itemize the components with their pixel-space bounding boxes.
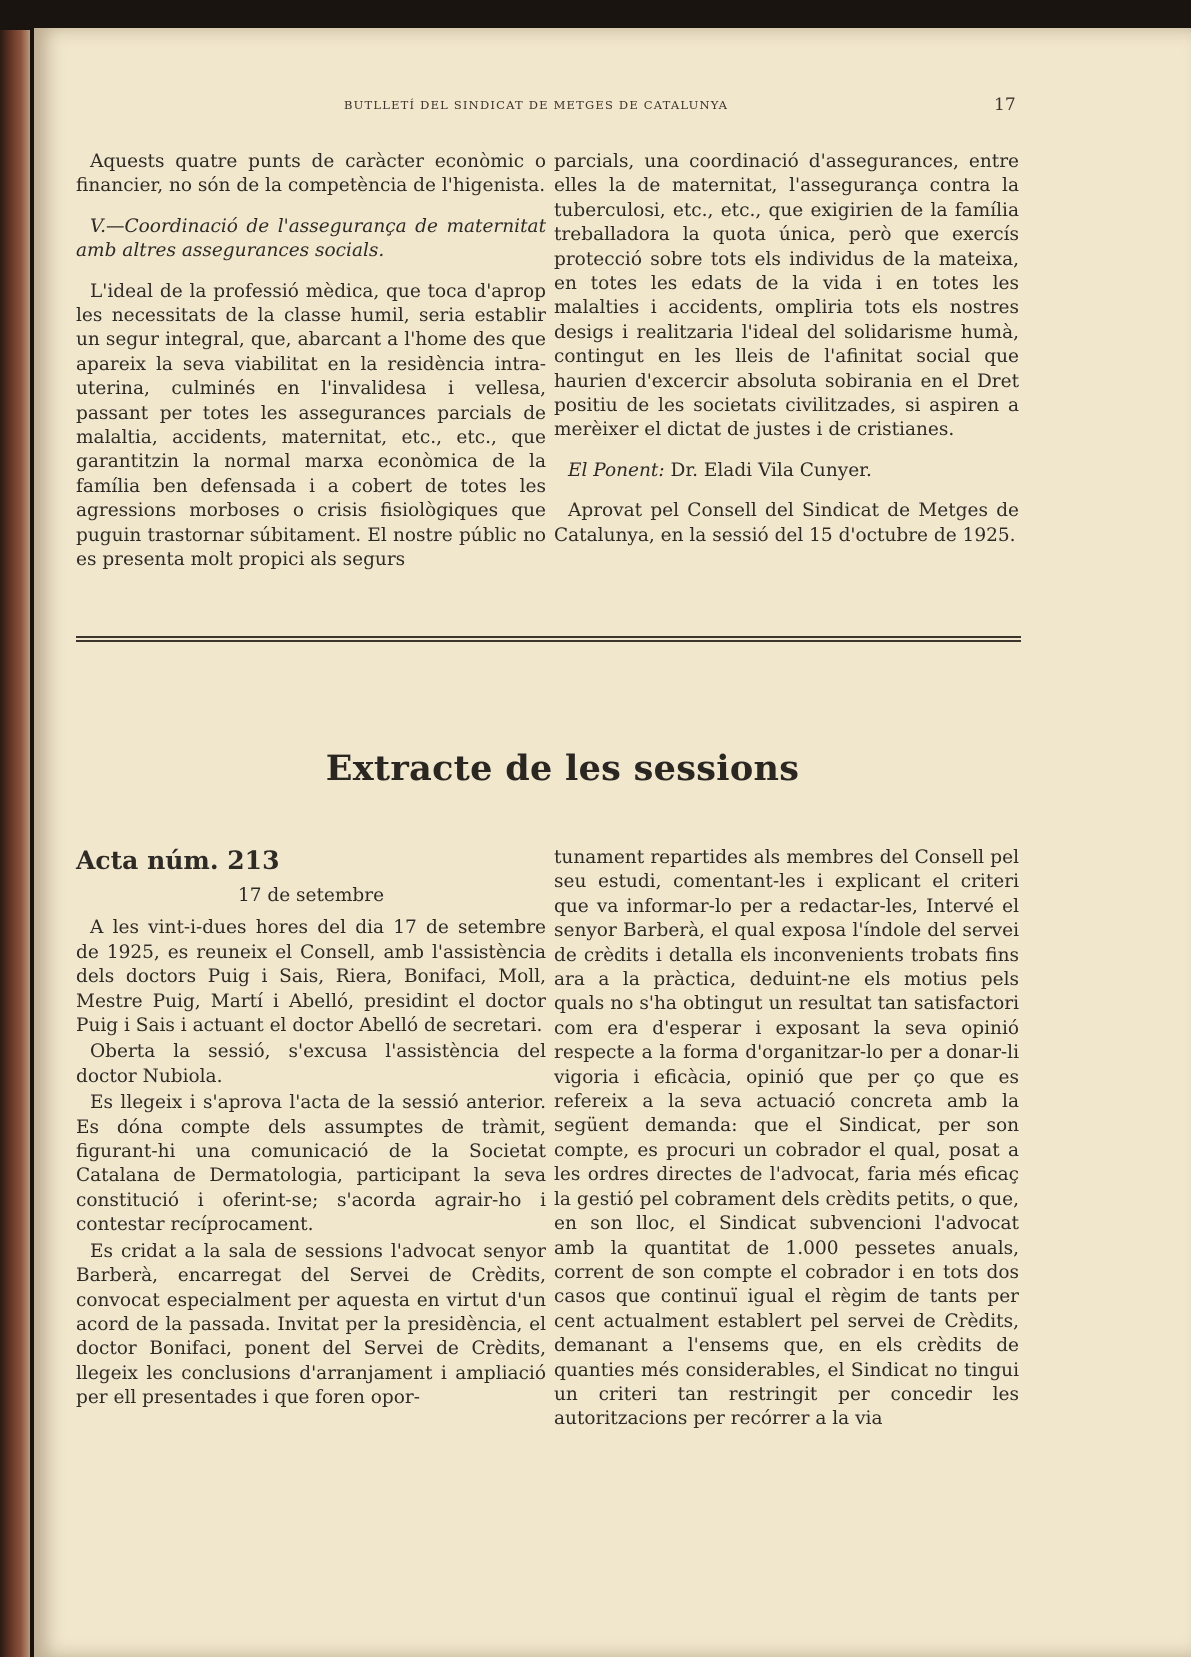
acta-date: 17 de setembre — [237, 885, 385, 906]
top-right-column — [554, 150, 1019, 548]
divider-rule — [76, 636, 1021, 638]
section-title: Extracte de les sessions — [325, 748, 800, 789]
approval-note: Aprovat pel Consell del Sindicat de Metges de Catalunya, en la sessió del 15 d'octubre de 1925. — [554, 500, 1019, 546]
ponent-line — [554, 459, 1019, 483]
running-head: BUTLLETÍ DEL SINDICAT DE METGES DE CATALUNYA — [344, 98, 729, 112]
paragraph: Es cridat a la sala de sessions l'advocat senyor Barberà, encarregat del Servei de Crèdits, convocat especialment per aquesta en virtut d'un acord de la passada. Invitat per la presidència, el doctor Bonifaci, ponent del Servei de Crèdits, llegeix les conclusions d'arranjament i ampliació per ell presentades i que foren opor- — [76, 1240, 546, 1409]
bottom-left-column — [76, 846, 546, 1411]
ponent-name: Dr. Eladi Vila Cunyer. — [670, 459, 872, 481]
paragraph: parcials, una coordinació d'assegurances, entre elles la de maternitat, l'assegurança contra la tuberculosi, etc., etc., que exigirien de la família treballadora la quota única, però que exercís protecció sobre tots els individus de la mateixa, en totes les edats de la vida i en totes les malalties i accidents, ompliria tots els nostres desigs i realitzaria l'ideal del solidarisme humà, contingut en les lleis de l'afinitat social que haurien d'excercir absoluta sobirania en el Dret positiu de les societats civilitzades, si aspiren a merèixer el dictat de justes i de cristianes. — [554, 151, 1019, 441]
ponent-label: El Ponent: — [568, 459, 665, 481]
paragraph: L'ideal de la professió mèdica, que toca d'aprop les necessitats de la classe humil, seria establir un segur integral, que, abarcant a l'home des que apareix la seva viabilitat en la residència intra-uterina, culminés en l'invalidesa i vellesa, passant per totes les assegurances parcials de malaltia, accidents, maternitat, etc., etc., que garantitzin la normal marxa econòmica de la família ben defensada i a cobert de totes les agressions morboses o crisis fisiològiques que puguin trastornar súbitament. El nostre públic no es presenta molt propici als segurs — [76, 280, 546, 571]
page-number: 17 — [994, 95, 1016, 115]
document-page — [34, 28, 1191, 1657]
paragraph: Oberta la sessió, s'excusa l'assistència del doctor Nubiola. — [76, 1041, 546, 1087]
book-binding — [0, 30, 30, 1657]
section-subheading: V.—Coordinació de l'assegurança de maternitat amb altres assegurances socials. — [76, 215, 546, 262]
paragraph: tunament repartides als membres del Consell pel seu estudi, comentant-les i explicant el criteri que va informar-lo per a redactar-les, Intervé el senyor Barberà, el qual exposa l'índole del servei de crèdits i detalla els inconvenients trobats fins ara a la pràctica, deduint-ne els motius pels quals no s'ha obtingut un resultat tan satisfactori com era d'esperar i exposant la seva opinió respecte a la forma d'organitzar-lo per a donar-li vigoria i eficàcia, opinió que per ço que es refereix a la seva actuació concreta amb la següent demanda: que el Sindicat, per son compte, es procuri un cobrador el qual, posat a les ordres directes de l'advocat, faria més eficaç la gestió pel cobrament dels crèdits petits, o que, en son lloc, el Sindicat subvencioni l'advocat amb la quantitat de 1.000 pessetes anuals, corrent de son compte el cobrador i en tots dos casos que continuï igual el règim de tants per cent actualment establert pel servei de Crèdits, demanant a l'ensems que, en els crèdits de quanties més considerables, el Sindicat no tingui un criteri tan restringit per concedir les autoritzacions per recórrer a la via — [554, 847, 1019, 1430]
bottom-right-column — [554, 846, 1019, 1432]
paragraph: A les vint-i-dues hores del dia 17 de setembre de 1925, es reuneix el Consell, amb l'assistència dels doctors Puig i Sais, Riera, Bonifaci, Moll, Mestre Puig, Martí i Abelló, presidint el doctor Puig i Sais i actuant el doctor Abelló de secretari. — [76, 917, 546, 1037]
paragraph: Aquests quatre punts de caràcter econòmic o financier, no són de la competència de l'higenista. — [76, 151, 546, 197]
acta-title: Acta núm. 213 — [76, 846, 280, 875]
divider-rule — [76, 640, 1021, 642]
page-header — [34, 95, 1191, 122]
paragraph: Es llegeix i s'aprova l'acta de la sessió anterior. Es dóna compte dels assumptes de tràmit, figurant-hi una comunicació de la Societat Catalana de Dermatologia, participant la seva constitució i oferint-se; s'acorda agrair-ho i contestar recíprocament. — [76, 1092, 546, 1236]
top-left-column — [76, 150, 546, 573]
